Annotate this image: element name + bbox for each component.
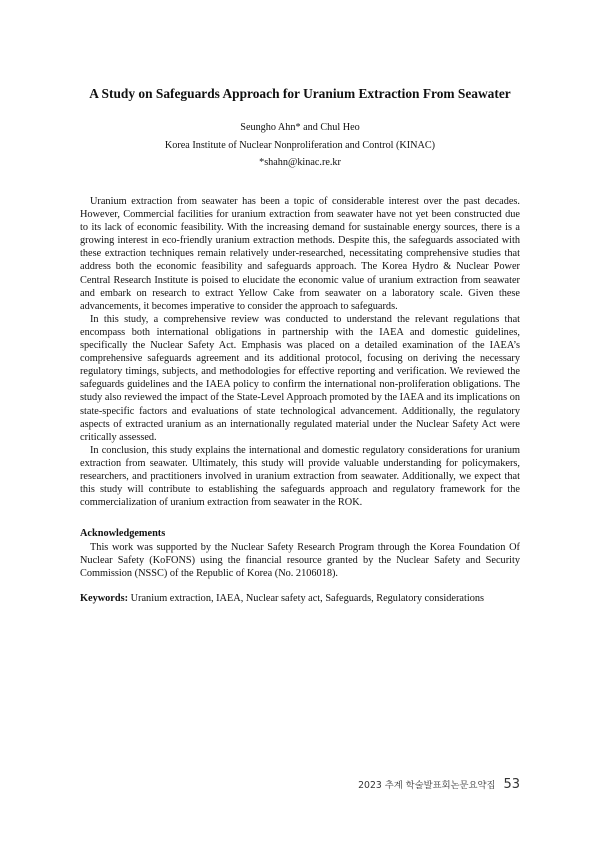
keywords-label: Keywords: (80, 593, 129, 604)
keywords-text: Uranium extraction, IAEA, Nuclear safety act, Safeguards, Regulatory considerations (130, 593, 485, 604)
running-head: 2023 추계 학술발표회논문요약집 (358, 780, 496, 791)
acknowledgements-text: This work was supported by the Nuclear Safety Research Program through the Korea Foundation Of Nuclear Safety (KoFONS) using the financial resource granted by the Nuclear Safety and Security Commission (NSSC) of the Republic of Korea (No. 2106018). (80, 542, 520, 580)
page-footer (358, 777, 520, 792)
authors: Seungho Ahn* and Chul Heo (240, 122, 360, 133)
paper-title: A Study on Safeguards Approach for Uranium Extraction From Seawater (89, 86, 511, 101)
abstract-paragraph: In conclusion, this study explains the international and domestic regulatory considerations for uranium extraction from seawater. Ultimately, this study will provide valuable understanding for policymakers, researchers, and practitioners involved in uranium extraction from seawater. Additionally, we expect that this study will contribute to establishing the safeguards approach and regulatory framework for the commercialization of uranium extraction from seawater in the ROK. (80, 444, 520, 509)
affiliation: Korea Institute of Nuclear Nonproliferation and Control (KINAC) (164, 140, 436, 151)
page-number: 53 (503, 777, 520, 792)
abstract-paragraph: In this study, a comprehensive review was conducted to understand the relevant regulations that encompass both international obligations in partnership with the IAEA and domestic guidelines, specifically the Nuclear Safety Act. Emphasis was placed on a detailed examination of the IAEA’s comprehensive safeguards agreement and its additional protocol, focusing on deriving the necessary regulatory timings, subjects, and methodologies for effective reporting and verification. We reviewed the safeguards guidelines and the IAEA policy to confirm the international non-proliferation obligations. The study also reviewed the impact of the State-Level Approach promoted by the IAEA and its implications on state-specific factors and evaluations of state technological advancement. Additionally, the regulatory aspects of extracted uranium as an internationally regulated material under the Nuclear Safety Act were critically assessed. (80, 313, 520, 443)
keywords (80, 593, 520, 604)
abstract-paragraph: Uranium extraction from seawater has been a topic of considerable interest over the past decades. However, Commercial facilities for uranium extraction from seawater have not yet been constructed due to its lack of economic feasibility. With the increasing demand for sustainable energy sources, there is a growing interest in eco-friendly uranium extraction methods. Despite this, the safeguards associated with these extraction techniques remain relatively under-researched, necessitating comprehensive studies that address both the economic feasibility and safeguards approach. The Korea Hydro & Nuclear Power Central Research Institute is poised to elucidate the economic value of uranium extraction from seawater and embark on research to extract Yellow Cake from seawater on a laboratory scale. Given these advancements, it becomes imperative to consider the approach to safeguards. (80, 196, 520, 312)
author-email: *shahn@kinac.re.kr (259, 157, 341, 168)
abstract-body (80, 195, 520, 509)
acknowledgements-heading: Acknowledgements (80, 528, 166, 539)
